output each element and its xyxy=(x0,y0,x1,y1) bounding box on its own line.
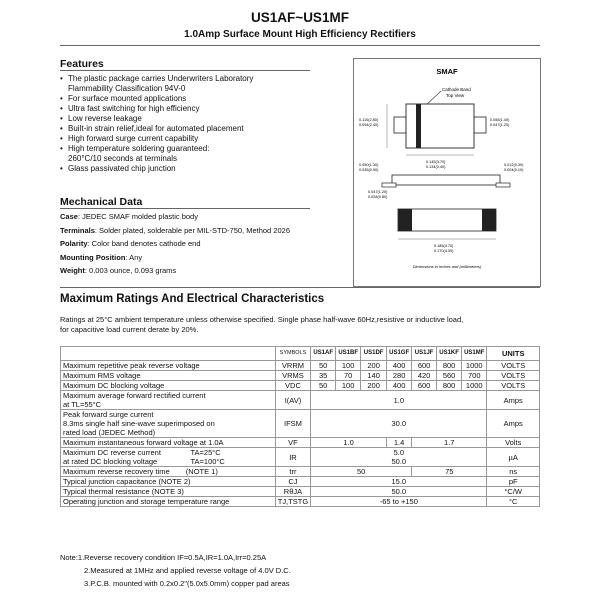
divider xyxy=(60,287,540,288)
list-item: • High temperature soldering guaranteed: xyxy=(60,144,310,154)
notes xyxy=(60,553,540,592)
svg-text:0.094(2.40): 0.094(2.40) xyxy=(359,123,379,127)
svg-text:0.028(0.80): 0.028(0.80) xyxy=(368,195,388,199)
table-row: Typical thermal resistance (NOTE 3) RθJA 50.0 °C/W xyxy=(61,487,540,497)
dims-note: Dimensions in inches and (millimeters) xyxy=(412,264,482,269)
ratings-text: Ratings at 25°C ambient temperature unless otherwise specified. Single phase half-wave 60Hz,resistive or inductive load, for capacitive load current derate by 20%. xyxy=(60,315,464,334)
divider xyxy=(60,208,310,209)
svg-text:0.170(4.30): 0.170(4.30) xyxy=(434,249,454,253)
note-1: Note:1.Reverse recovery condition IF=0.5A,IR=1.0A,Irr=0.25A xyxy=(60,553,267,562)
list-item: • Glass passivated chip junction xyxy=(60,164,310,174)
features-list xyxy=(60,74,310,174)
terminal-left xyxy=(394,117,406,133)
table-row: Maximum DC reverse current TA=25°C at rated DC blocking voltage TA=100°C IR 5.0 50.0 µA xyxy=(61,448,540,467)
view-label: Top View xyxy=(446,93,465,98)
table-row: Peak forward surge current 8.3ms single half sine-wave superimposed on rated load (JEDEC Method) IFSM 30.0 Amps xyxy=(61,410,540,438)
svg-text:0.004(0.10): 0.004(0.10) xyxy=(504,168,524,172)
terminal-right xyxy=(474,117,486,133)
list-item: • Low reverse leakage xyxy=(60,114,310,124)
cathode-band xyxy=(416,104,421,148)
table-row: Maximum repetitive peak reverse voltage VRRM 50 100 200 400 600 800 1000 VOLTS xyxy=(61,361,540,371)
svg-text:0.145(3.70): 0.145(3.70) xyxy=(426,160,446,164)
package-drawing xyxy=(353,58,541,287)
table-row: Maximum RMS voltage VRMS 35 70 140 280 420 560 700 VOLTS xyxy=(61,371,540,381)
cathode-label: Cathode Band xyxy=(442,87,471,92)
max-ratings-heading: Maximum Ratings And Electrical Characteristics xyxy=(60,293,325,305)
svg-text:0.110(2.80): 0.110(2.80) xyxy=(359,118,379,122)
features-heading: Features xyxy=(60,58,104,70)
list-item: • For surface mounted applications xyxy=(60,94,310,104)
page-title: US1AF~US1MF xyxy=(251,10,349,25)
divider xyxy=(60,70,310,71)
divider xyxy=(60,45,540,46)
svg-text:0.047(1.20): 0.047(1.20) xyxy=(368,190,388,194)
table-row: Maximum instantaneous forward voltage at 1.0A VF 1.0 1.4 1.7 Volts xyxy=(61,438,540,448)
note-2: 2.Measured at 1MHz and applied reverse voltage of 4.0V D.C. xyxy=(84,566,291,575)
package-name: SMAF xyxy=(436,67,458,76)
list-item: Case: JEDEC SMAF molded plastic body xyxy=(60,212,198,221)
page-subtitle: 1.0Amp Surface Mount High Efficiency Rectifiers xyxy=(184,29,416,40)
svg-text:0.050(1.30): 0.050(1.30) xyxy=(359,163,379,167)
footprint xyxy=(398,209,496,231)
table-row: Maximum DC blocking voltage VDC 50 100 200 400 600 800 1000 VOLTS xyxy=(61,381,540,391)
side-body xyxy=(392,175,500,185)
note-3: 3.P.C.B. mounted with 0.2x0.2"(5.0x5.0mm) copper pad areas xyxy=(84,579,290,588)
svg-text:0.185(4.70): 0.185(4.70) xyxy=(434,244,454,248)
spec-table xyxy=(60,346,540,507)
svg-text:0.134(3.40): 0.134(3.40) xyxy=(426,165,446,169)
table-row: Operating junction and storage temperature range TJ,TSTG -65 to +150 °C xyxy=(61,497,540,507)
svg-text:0.047(1.20): 0.047(1.20) xyxy=(490,123,510,127)
list-item: • Built-in strain relief,ideal for automated placement xyxy=(60,124,310,134)
list-item: • The plastic package carries Underwriters Laboratory xyxy=(60,74,310,84)
svg-text:0.055(1.40): 0.055(1.40) xyxy=(490,118,510,122)
list-item: Weight: 0.003 ounce, 0.093 grams xyxy=(60,266,177,275)
list-item: Polarity: Color band denotes cathode end xyxy=(60,239,201,248)
list-item: Flammability Classification 94V-0 xyxy=(68,84,186,93)
table-row: Maximum average forward rectified current at TL=55°C I(AV) 1.0 Amps xyxy=(61,391,540,410)
list-item: • High forward surge current capability xyxy=(60,134,310,144)
table-header: SYMBOLS US1AF US1BF US1DF US1GF US1JF US1KF US1MF UNITS xyxy=(61,347,540,361)
table-row: Typical junction capacitance (NOTE 2) CJ 15.0 pF xyxy=(61,477,540,487)
list-item: Terminals: Solder plated, solderable per MIL-STD-750, Method 2026 xyxy=(60,225,290,235)
svg-text:0.035(0.90): 0.035(0.90) xyxy=(359,168,379,172)
list-item: Mounting Position: Any xyxy=(60,252,143,262)
svg-text:0.012(0.30): 0.012(0.30) xyxy=(504,163,524,167)
mechanical-heading: Mechanical Data xyxy=(60,196,143,208)
table-row: Maximum reverse recovery time (NOTE 1) trr 50 75 ns xyxy=(61,467,540,477)
mechanical-list xyxy=(60,212,330,280)
list-item: • Ultra fast switching for high efficiency xyxy=(60,104,310,114)
list-item: 260°C/10 seconds at terminals xyxy=(68,154,178,163)
